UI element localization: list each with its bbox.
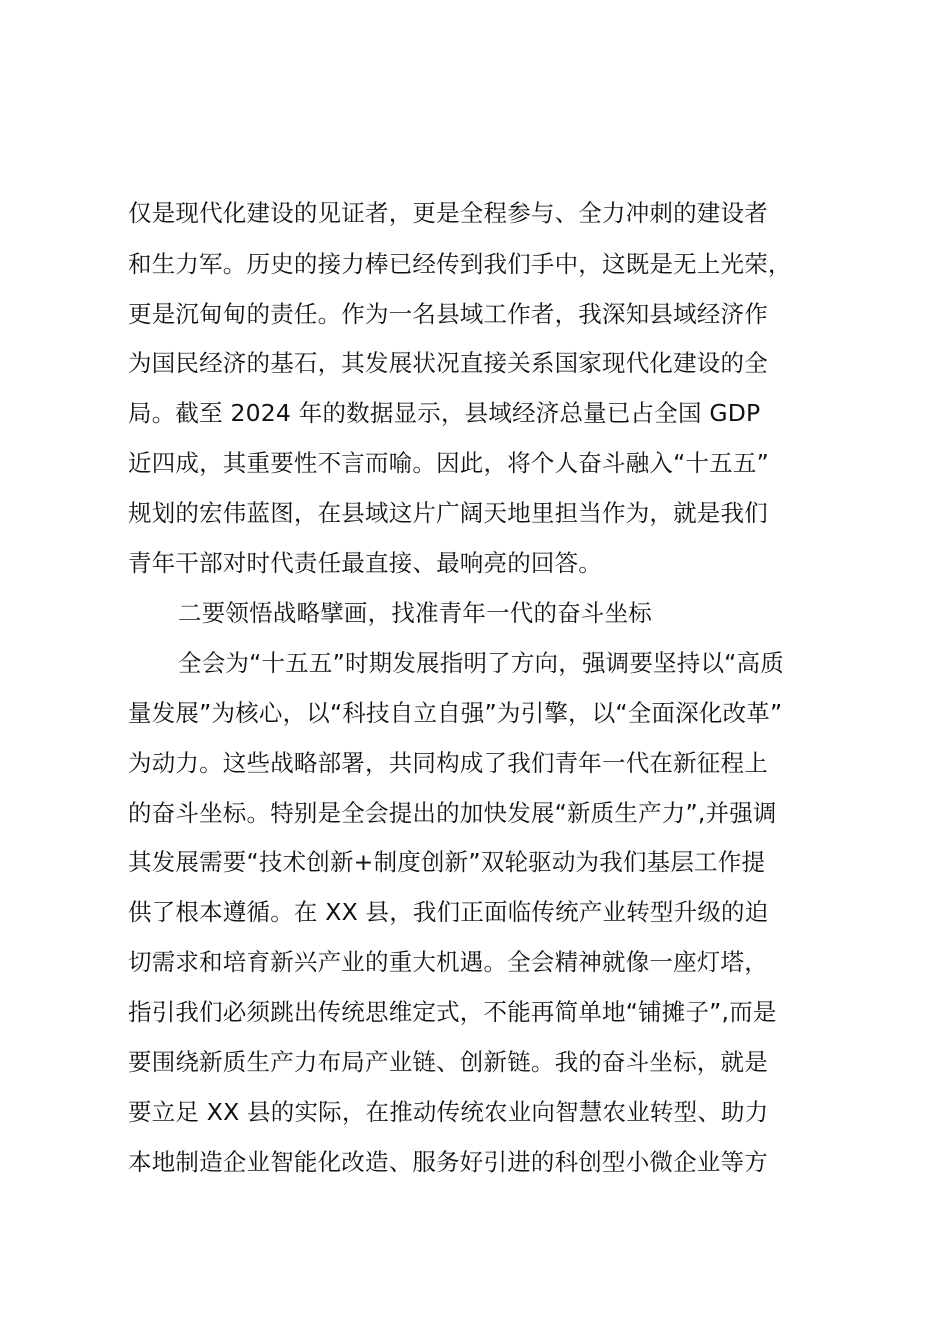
text-line: 本地制造企业智能化改造、服务好引进的科创型小微企业等方 (128, 1148, 768, 1176)
text-line: 近四成，其重要性不言而喻。因此，将个人奋斗融入“十五五” (128, 449, 769, 477)
paragraph-first-line: 全会为“十五五”时期发展指明了方向，强调要坚持以“高质 (178, 649, 784, 677)
text-line: 局。截至 2024 年的数据显示，县域经济总量已占全国 GDP (128, 399, 761, 427)
text-line: 供了根本遵循。在 XX 县，我们正面临传统产业转型升级的迫 (128, 898, 769, 926)
text-line: 和生力军。历史的接力棒已经传到我们手中，这既是无上光荣， (128, 250, 792, 278)
section-heading: 二要领悟战略擘画，找准青年一代的奋斗坐标 (178, 599, 652, 627)
text-line: 青年干部对时代责任最直接、最响亮的回答。 (128, 549, 602, 577)
text-line: 规划的宏伟蓝图，在县域这片广阔天地里担当作为，就是我们 (128, 499, 768, 527)
text-line: 为动力。这些战略部署，共同构成了我们青年一代在新征程上 (128, 749, 768, 777)
text-line: 其发展需要“技术创新+制度创新”双轮驱动为我们基层工作提 (128, 848, 766, 876)
text-line: 为国民经济的基石，其发展状况直接关系国家现代化建设的全 (128, 349, 768, 377)
text-line: 要立足 XX 县的实际，在推动传统农业向智慧农业转型、助力 (128, 1098, 769, 1126)
text-line: 更是沉甸甸的责任。作为一名县域工作者，我深知县域经济作 (128, 300, 768, 328)
text-line: 要围绕新质生产力布局产业链、创新链。我的奋斗坐标，就是 (128, 1048, 768, 1076)
text-line: 指引我们必须跳出传统思维定式，不能再简单地“铺摊子”,而是 (128, 998, 777, 1026)
text-line: 的奋斗坐标。特别是全会提出的加快发展“新质生产力”,并强调 (128, 799, 777, 827)
text-line: 仅是现代化建设的见证者，更是全程参与、全力冲刺的建设者 (128, 199, 768, 227)
text-line: 切需求和培育新兴产业的重大机遇。全会精神就像一座灯塔， (128, 948, 768, 976)
text-line: 量发展”为核心，以“科技自立自强”为引擎，以“全面深化改革” (128, 699, 783, 727)
